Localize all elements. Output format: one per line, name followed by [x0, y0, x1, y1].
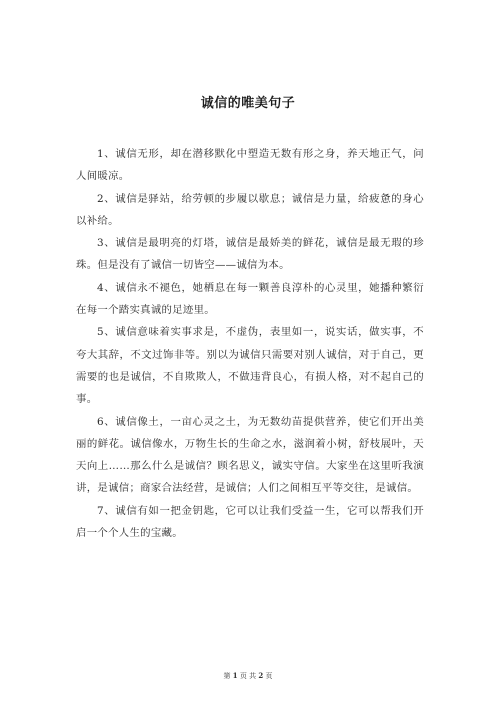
paragraph-4: 4、诚信永不褪色，她栖息在每一颗善良淳朴的心灵里，她播种繁衍在每一个踏实真诚的足迹里。 — [76, 281, 424, 317]
footer-total-pages: 2 — [258, 671, 264, 680]
paragraph-1: 1、诚信无形，却在潜移默化中塑造无数有形之身，养天地正气，问人间暖凉。 — [76, 148, 424, 183]
paragraph-7: 7、诚信有如一把金钥匙，它可以让我们受益一生，它可以帮我们开启一个个人生的宝藏。 — [76, 504, 424, 540]
footer-middle: 页 共 — [239, 672, 257, 680]
document-title: 诚信的唯美句子 — [200, 96, 296, 111]
paragraph-3: 3、诚信是最明亮的灯塔，诚信是最娇美的鲜花，诚信是最无瑕的珍珠。但是没有了诚信一切皆空——诚信为本。 — [76, 237, 424, 272]
paragraph-5: 5、诚信意味着实事求是，不虚伪，表里如一，说实话，做实事，不夸大其辞，不文过饰非等。别以为诚信只需要对别人诚信，对于自己，更需要的也是诚信，不自欺欺人，不做违背良心，有损人格，对不起自己的事。 — [76, 326, 424, 406]
paragraph-6: 6、诚信像土，一亩心灵之土，为无数幼苗提供营养，使它们开出美丽的鲜花。诚信像水，万物生长的生命之水，滋润着小树，舒枝展叶，天天向上……那么什么是诚信？顾名思义，诚实守信。大家坐在这里听我演讲，是诚信；商家合法经营，是诚信；人们之间相互平等交往，是诚信。 — [76, 415, 424, 495]
footer-current-page: 1 — [232, 671, 238, 680]
page-footer — [0, 671, 496, 681]
document-body — [76, 143, 424, 544]
paragraph-2: 2、诚信是驿站，给劳顿的步履以歇息；诚信是力量，给疲惫的身心以补给。 — [76, 192, 424, 227]
footer-suffix: 页 — [265, 672, 273, 680]
footer-prefix: 第 — [223, 672, 231, 680]
